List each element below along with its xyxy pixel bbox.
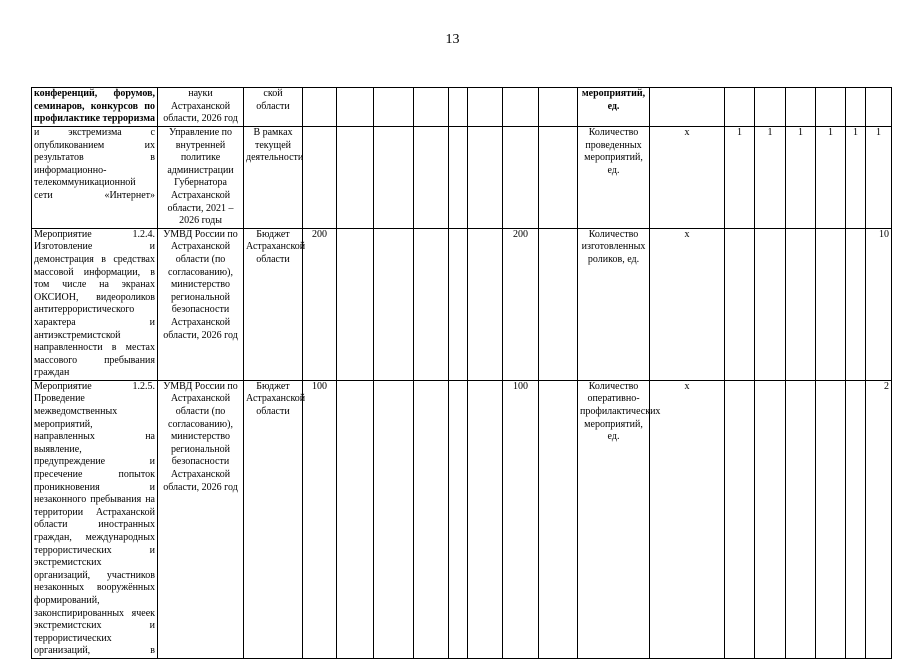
amount-cell: [337, 88, 374, 127]
amount-cell: [449, 380, 468, 658]
year-value-cell: 10: [866, 228, 892, 380]
year-value-cell: 1: [816, 127, 846, 229]
year-value-cell: [725, 88, 755, 127]
year-value-cell: [725, 380, 755, 658]
amount-cell: [414, 127, 449, 229]
amount-cell: [503, 88, 539, 127]
indicator-cell: мероприятий, ед.: [578, 88, 650, 127]
amount-cell: [374, 88, 414, 127]
year-value-cell: [816, 228, 846, 380]
amount-cell: [449, 88, 468, 127]
table-row: [32, 380, 892, 658]
executor-cell: Управление по внутренней политике администрации Губернатора Астраханской области, 2021 – 2026 годы: [158, 127, 244, 229]
year-value-cell: [786, 88, 816, 127]
baseline-cell: х: [650, 228, 725, 380]
spacer-cell: [539, 380, 578, 658]
measure-cell: Мероприятие 1.2.5. Проведение межведомственных мероприятий, направленных на выявление, предупреждение и пресечение попыток проникновения и незаконного пребывания на территории Астраханской области иностранных граждан, международных террористических и экстремистских организаций, участников незаконных вооружённых формирований, законспирированных ячеек экстремистских и террористических организаций, в: [32, 380, 158, 658]
measure-cell: конференций, форумов, семинаров, конкурсов по профилактике терроризма: [32, 88, 158, 127]
amount-cell: [468, 88, 503, 127]
source-cell: ской области: [244, 88, 303, 127]
year-value-cell: [725, 228, 755, 380]
year-value-cell: 1: [786, 127, 816, 229]
amount-cell: 200: [503, 228, 539, 380]
year-value-cell: [846, 380, 866, 658]
amount-cell: [337, 127, 374, 229]
amount-cell: [468, 127, 503, 229]
year-value-cell: [816, 380, 846, 658]
spacer-cell: [539, 228, 578, 380]
program-measures-table: [31, 87, 892, 659]
amount-cell: [337, 228, 374, 380]
amount-cell: [503, 127, 539, 229]
indicator-cell: Количество изготовленных роликов, ед.: [578, 228, 650, 380]
year-value-cell: [755, 88, 786, 127]
baseline-cell: [650, 88, 725, 127]
year-value-cell: [866, 88, 892, 127]
source-cell: В рамках текущей деятельности: [244, 127, 303, 229]
total-cell: [303, 127, 337, 229]
year-value-cell: [786, 228, 816, 380]
amount-cell: [449, 127, 468, 229]
table-row: [32, 88, 892, 127]
table-row: [32, 228, 892, 380]
indicator-cell: Количество оперативно-профилактических мероприятий, ед.: [578, 380, 650, 658]
year-value-cell: [755, 380, 786, 658]
year-value-cell: 1: [755, 127, 786, 229]
amount-cell: 100: [503, 380, 539, 658]
year-value-cell: 1: [725, 127, 755, 229]
total-cell: 200: [303, 228, 337, 380]
amount-cell: [449, 228, 468, 380]
indicator-cell: Количество проведенных мероприятий, ед.: [578, 127, 650, 229]
source-cell: Бюджет Астраханской области: [244, 228, 303, 380]
amount-cell: [374, 228, 414, 380]
year-value-cell: 1: [866, 127, 892, 229]
amount-cell: [468, 380, 503, 658]
spacer-cell: [539, 88, 578, 127]
measure-cell: Мероприятие 1.2.4. Изготовление и демонстрация в средствах массовой информации, в том числе на экранах ОКСИОН, видеороликов антитеррористического характера и антиэкстремистской направленности в местах массового пребывания граждан: [32, 228, 158, 380]
total-cell: [303, 88, 337, 127]
year-value-cell: [786, 380, 816, 658]
amount-cell: [374, 127, 414, 229]
measure-cell: и экстремизма с опубликованием их результатов в информационно-телекоммуникационной сети «Интернет»: [32, 127, 158, 229]
executor-cell: науки Астраханской области, 2026 год: [158, 88, 244, 127]
year-value-cell: 1: [846, 127, 866, 229]
baseline-cell: х: [650, 380, 725, 658]
amount-cell: [414, 380, 449, 658]
page-number: 13: [445, 32, 460, 47]
source-cell: Бюджет Астраханской области: [244, 380, 303, 658]
amount-cell: [468, 228, 503, 380]
amount-cell: [414, 228, 449, 380]
year-value-cell: [846, 228, 866, 380]
year-value-cell: 2: [866, 380, 892, 658]
year-value-cell: [846, 88, 866, 127]
amount-cell: [337, 380, 374, 658]
baseline-cell: х: [650, 127, 725, 229]
amount-cell: [374, 380, 414, 658]
year-value-cell: [816, 88, 846, 127]
executor-cell: УМВД России по Астраханской области (по согласованию), министерство региональной безопасности Астраханской области, 2026 год: [158, 228, 244, 380]
spacer-cell: [539, 127, 578, 229]
executor-cell: УМВД России по Астраханской области (по согласованию), министерство региональной безопасности Астраханской области, 2026 год: [158, 380, 244, 658]
table-row: [32, 127, 892, 229]
amount-cell: [414, 88, 449, 127]
year-value-cell: [755, 228, 786, 380]
total-cell: 100: [303, 380, 337, 658]
